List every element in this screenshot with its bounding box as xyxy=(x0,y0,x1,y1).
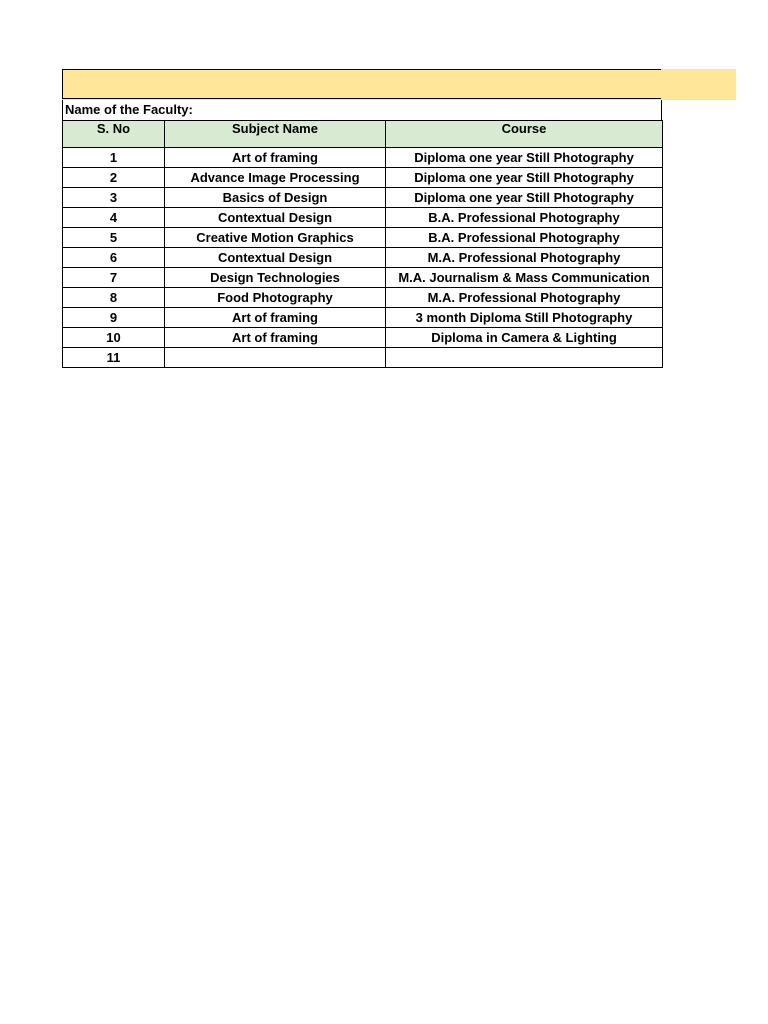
cell-sno: 5 xyxy=(63,228,165,248)
cell-subject: Contextual Design xyxy=(165,248,386,268)
table-row xyxy=(63,248,663,268)
cell-course: M.A. Professional Photography xyxy=(386,288,663,308)
table-row xyxy=(63,308,663,328)
cell-course xyxy=(386,348,663,368)
cell-subject: Art of framing xyxy=(165,308,386,328)
cell-subject: Food Photography xyxy=(165,288,386,308)
subject-course-table xyxy=(62,120,663,368)
cell-subject: Advance Image Processing xyxy=(165,168,386,188)
cell-sno: 6 xyxy=(63,248,165,268)
cell-subject: Basics of Design xyxy=(165,188,386,208)
table-row xyxy=(63,268,663,288)
cell-course: 3 month Diploma Still Photography xyxy=(386,308,663,328)
cell-subject: Design Technologies xyxy=(165,268,386,288)
cell-sno: 4 xyxy=(63,208,165,228)
cell-course: B.A. Professional Photography xyxy=(386,228,663,248)
table-row xyxy=(63,208,663,228)
faculty-name-label: Name of the Faculty: xyxy=(62,100,662,120)
title-banner-border xyxy=(62,69,661,99)
cell-sno: 8 xyxy=(63,288,165,308)
table-row xyxy=(63,288,663,308)
cell-sno: 1 xyxy=(63,148,165,168)
cell-course: Diploma in Camera & Lighting xyxy=(386,328,663,348)
cell-subject: Art of framing xyxy=(165,328,386,348)
column-header-sno: S. No xyxy=(63,121,165,148)
cell-subject: Contextual Design xyxy=(165,208,386,228)
cell-course: B.A. Professional Photography xyxy=(386,208,663,228)
cell-course: Diploma one year Still Photography xyxy=(386,168,663,188)
cell-sno: 9 xyxy=(63,308,165,328)
table-row xyxy=(63,228,663,248)
cell-course: M.A. Journalism & Mass Communication xyxy=(386,268,663,288)
cell-sno: 7 xyxy=(63,268,165,288)
cell-course: M.A. Professional Photography xyxy=(386,248,663,268)
cell-course: Diploma one year Still Photography xyxy=(386,148,663,168)
table-row xyxy=(63,148,663,168)
cell-subject: Creative Motion Graphics xyxy=(165,228,386,248)
cell-subject xyxy=(165,348,386,368)
cell-sno: 3 xyxy=(63,188,165,208)
table-row xyxy=(63,328,663,348)
cell-course: Diploma one year Still Photography xyxy=(386,188,663,208)
table-row xyxy=(63,168,663,188)
column-header-course: Course xyxy=(386,121,663,148)
column-header-subject: Subject Name xyxy=(165,121,386,148)
cell-subject: Art of framing xyxy=(165,148,386,168)
table-row xyxy=(63,188,663,208)
cell-sno: 10 xyxy=(63,328,165,348)
cell-sno: 2 xyxy=(63,168,165,188)
table-header-row xyxy=(63,121,663,148)
cell-sno: 11 xyxy=(63,348,165,368)
table-row xyxy=(63,348,663,368)
